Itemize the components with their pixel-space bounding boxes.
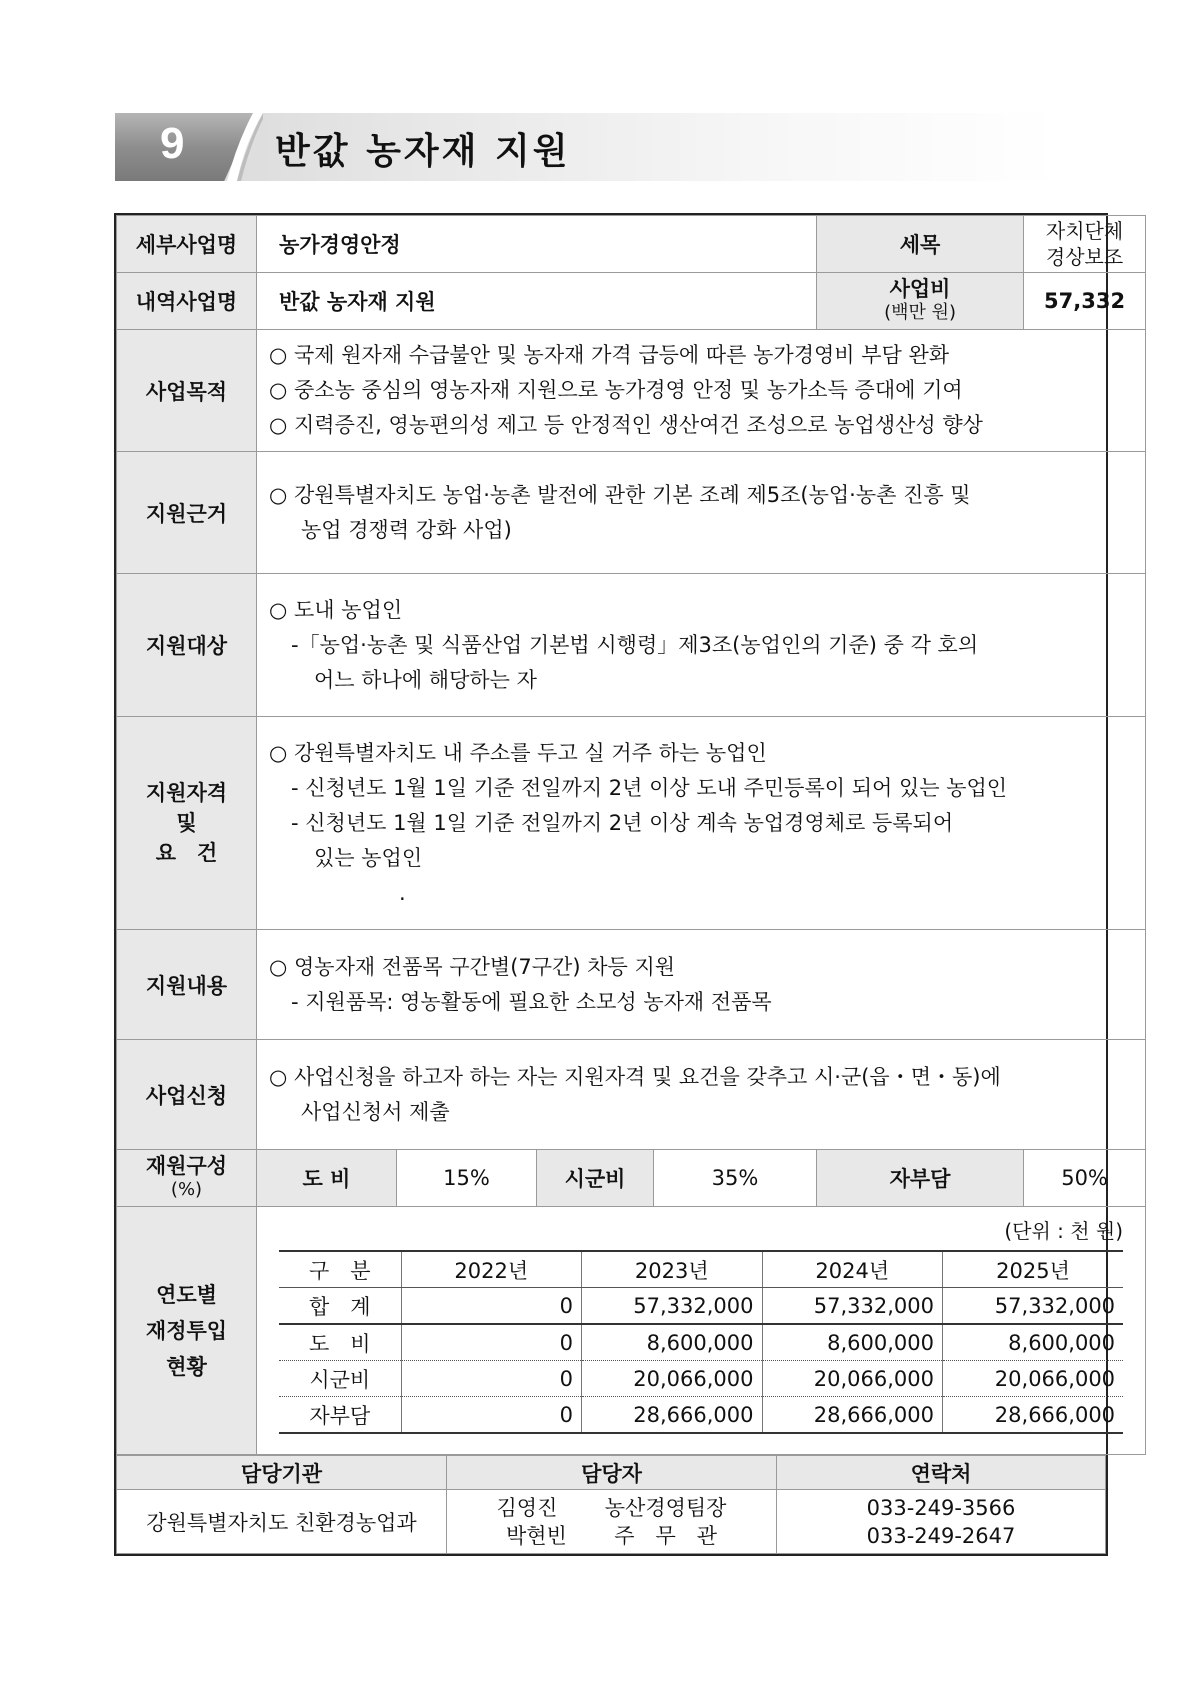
project-grid xyxy=(116,215,1146,1455)
basis-line: 농업 경쟁력 강화 사업) xyxy=(301,517,512,542)
yearly-table xyxy=(279,1250,1123,1434)
person-entry xyxy=(447,1494,776,1522)
application-content xyxy=(257,1040,1146,1150)
table-cell: 합 계 xyxy=(279,1288,401,1325)
project-table xyxy=(114,213,1126,1556)
qualification-line: . xyxy=(399,880,406,905)
target-line: 어느 하나에 해당하는 자 xyxy=(314,667,537,692)
yearly-unit: (단위 : 천 원) xyxy=(1004,1219,1124,1243)
funding-label: 재원구성 xyxy=(145,1154,228,1178)
table-cell: 8,600,000 xyxy=(582,1324,763,1361)
person-label: 담당자 xyxy=(447,1456,777,1490)
qualification-label-line3: 요 건 xyxy=(155,841,218,865)
funding-label-cell xyxy=(117,1150,257,1207)
qualification-content xyxy=(257,717,1146,930)
person-title: 주 무 관 xyxy=(614,1523,718,1548)
target-line: -「농업·농촌 및 식품산업 기본법 시행령」제3조(농업인의 기준) 중 각 호의 xyxy=(291,632,979,657)
contact-table xyxy=(116,1455,1106,1554)
table-header-row xyxy=(279,1251,1123,1288)
basis-label: 지원근거 xyxy=(117,452,257,574)
table-cell: 57,332,000 xyxy=(943,1288,1124,1325)
item-value-line1: 자치단체 xyxy=(1045,219,1124,243)
table-row xyxy=(279,1397,1123,1434)
table-cell: 도 비 xyxy=(279,1324,401,1361)
target-line: ○ 도내 농업인 xyxy=(269,597,403,622)
agency-label: 담당기관 xyxy=(117,1456,447,1490)
detail-value: 농가경영안정 xyxy=(257,216,817,273)
cost-value: 57,332 xyxy=(1024,273,1146,330)
qualification-label xyxy=(117,717,257,930)
qualification-line: 있는 농업인 xyxy=(314,845,423,870)
application-label: 사업신청 xyxy=(117,1040,257,1150)
table-cell: 57,332,000 xyxy=(762,1288,943,1325)
table-cell: 8,600,000 xyxy=(943,1324,1124,1361)
table-cell: 28,666,000 xyxy=(582,1397,763,1434)
person-title: 농산경영팀장 xyxy=(604,1495,727,1520)
cost-label-cell xyxy=(817,273,1024,330)
page-title: 반값 농자재 지원 xyxy=(275,131,571,172)
phone-number: 033-249-3566 xyxy=(866,1495,1016,1520)
table-cell: 20,066,000 xyxy=(943,1361,1124,1397)
qualification-line: ○ 강원특별자치도 내 주소를 두고 실 거주 하는 농업인 xyxy=(269,740,767,765)
cost-label: 사업비 xyxy=(889,277,951,301)
yearly-content xyxy=(257,1207,1146,1455)
section-header xyxy=(115,113,1060,181)
qualification-line: - 신청년도 1월 1일 기준 전일까지 2년 이상 계속 농업경영체로 등록되어 xyxy=(291,810,954,835)
target-label: 지원대상 xyxy=(117,574,257,717)
person-name: 김영진 xyxy=(496,1495,558,1520)
table-header-cell: 2023년 xyxy=(582,1251,763,1288)
table-header-cell: 2024년 xyxy=(762,1251,943,1288)
qualification-label-line2: 및 xyxy=(176,811,197,835)
city-label: 시군비 xyxy=(537,1150,654,1207)
self-value: 50% xyxy=(1024,1150,1146,1207)
yearly-label-line1: 연도별 xyxy=(156,1282,217,1307)
person-value xyxy=(447,1490,777,1554)
table-header-cell: 2022년 xyxy=(401,1251,582,1288)
basis-content xyxy=(257,452,1146,574)
person-name: 박현빈 xyxy=(505,1523,567,1548)
table-row xyxy=(279,1324,1123,1361)
yearly-label-line3: 현황 xyxy=(166,1354,207,1379)
agency-value: 강원특별자치도 친환경농업과 xyxy=(117,1490,447,1554)
application-line: ○ 사업신청을 하고자 하는 자는 지원자격 및 요건을 갖추고 시·군(읍・면・동)에 xyxy=(269,1064,1001,1089)
target-content xyxy=(257,574,1146,717)
phone-label: 연락처 xyxy=(777,1456,1106,1490)
table-cell: 0 xyxy=(401,1288,582,1325)
table-cell: 자부담 xyxy=(279,1397,401,1434)
phone-value xyxy=(777,1490,1106,1554)
table-cell: 28,666,000 xyxy=(762,1397,943,1434)
qualification-line: - 신청년도 1월 1일 기준 전일까지 2년 이상 도내 주민등록이 되어 있는 농업인 xyxy=(291,775,1008,800)
table-cell: 28,666,000 xyxy=(943,1397,1124,1434)
table-cell: 0 xyxy=(401,1397,582,1434)
detail-label: 세부사업명 xyxy=(117,216,257,273)
sub-value: 반값 농자재 지원 xyxy=(257,273,817,330)
table-cell: 시군비 xyxy=(279,1361,401,1397)
table-row xyxy=(279,1288,1123,1325)
content-line: - 지원품목: 영농활동에 필요한 소모성 농자재 전품목 xyxy=(291,989,772,1014)
item-label: 세목 xyxy=(817,216,1024,273)
table-cell: 0 xyxy=(401,1324,582,1361)
sub-label: 내역사업명 xyxy=(117,273,257,330)
province-label: 도 비 xyxy=(257,1150,397,1207)
application-line: 사업신청서 제출 xyxy=(301,1099,450,1124)
table-cell: 20,066,000 xyxy=(582,1361,763,1397)
purpose-line: ○ 중소농 중심의 영농자재 지원으로 농가경영 안정 및 농가소득 증대에 기여 xyxy=(269,378,963,402)
self-label: 자부담 xyxy=(817,1150,1024,1207)
table-header-cell: 구 분 xyxy=(279,1251,401,1288)
header-slash-decoration xyxy=(223,113,263,181)
purpose-content xyxy=(257,330,1146,452)
content-label: 지원내용 xyxy=(117,930,257,1040)
purpose-label: 사업목적 xyxy=(117,330,257,452)
basis-line: ○ 강원특별자치도 농업·농촌 발전에 관한 기본 조례 제5조(농업·농촌 진흥 및 xyxy=(269,482,971,507)
section-number: 9 xyxy=(160,119,185,168)
support-content xyxy=(257,930,1146,1040)
qualification-label-line1: 지원자격 xyxy=(145,781,228,805)
yearly-label-line2: 재정투입 xyxy=(145,1318,228,1343)
content-line: ○ 영농자재 전품목 구간별(7구간) 차등 지원 xyxy=(269,954,676,979)
city-value: 35% xyxy=(654,1150,817,1207)
cost-unit: (백만 원) xyxy=(884,302,956,323)
item-value xyxy=(1024,216,1146,273)
table-cell: 0 xyxy=(401,1361,582,1397)
table-header-cell: 2025년 xyxy=(943,1251,1124,1288)
person-entry xyxy=(447,1522,776,1550)
province-value: 15% xyxy=(397,1150,537,1207)
funding-unit: (%) xyxy=(170,1179,203,1200)
purpose-line: ○ 지력증진, 영농편의성 제고 등 안정적인 생산여건 조성으로 농업생산성 향상 xyxy=(269,413,983,437)
phone-number: 033-249-2647 xyxy=(866,1523,1016,1548)
table-cell: 8,600,000 xyxy=(762,1324,943,1361)
yearly-label xyxy=(117,1207,257,1455)
table-row xyxy=(279,1361,1123,1397)
table-cell: 20,066,000 xyxy=(762,1361,943,1397)
table-cell: 57,332,000 xyxy=(582,1288,763,1325)
purpose-line: ○ 국제 원자재 수급불안 및 농자재 가격 급등에 따른 농가경영비 부담 완화 xyxy=(269,343,950,367)
item-value-line2: 경상보조 xyxy=(1045,245,1124,269)
